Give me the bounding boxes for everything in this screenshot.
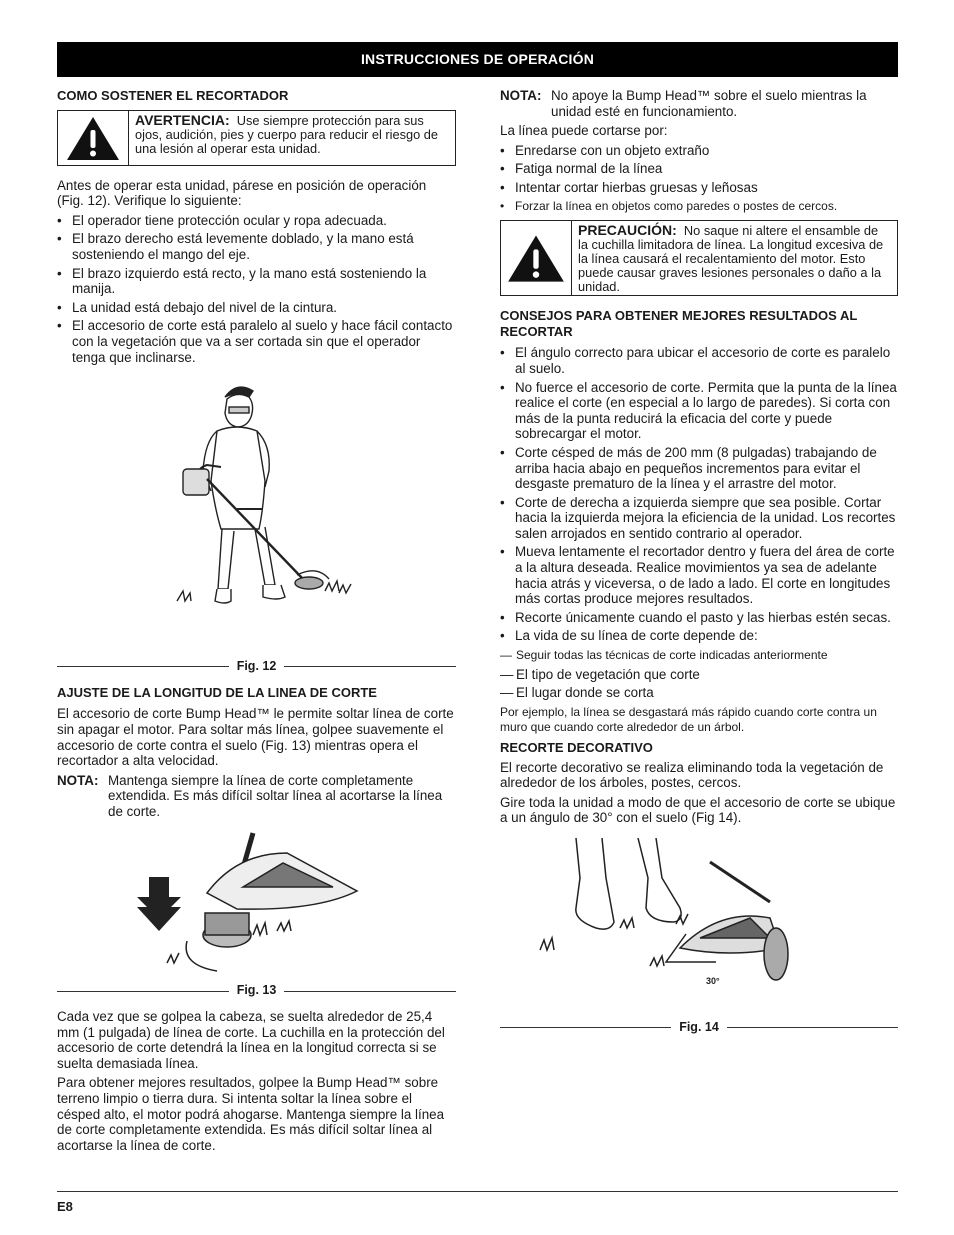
section-title-tips: CONSEJOS PARA OBTENER MEJORES RESULTADOS AL RECORTAR — [500, 308, 858, 339]
decorative-paragraph-2: Gire toda la unidad a modo de que el accesorio de corte se ubique a un ángulo de 30° con el suelo (Fig 14). — [500, 794, 896, 826]
line-cut-intro: La línea puede cortarse por: — [500, 123, 668, 139]
fig14-illustration — [500, 838, 898, 1020]
list-item: • Corte de derecha a izquierda siempre que sea posible. Cortar hacia la izquierda mejora la eficiencia de la unidad. Los recortes salen arrojados en sentido contrario al operador. — [500, 495, 898, 542]
left-column — [57, 88, 456, 1157]
note-block-left — [57, 773, 456, 820]
warning-box — [57, 110, 456, 166]
warning-text: Use siempre protección para sus ojos, audición, pies y cuerpo para reducir el riesgo de una lesión al operar esta unidad. — [135, 112, 439, 156]
section-header — [57, 42, 898, 77]
fig14-caption — [500, 1020, 898, 1036]
caution-text: No saque ni altere el ensamble de la cuchilla limitadora de línea. La longitud excesiva de la línea causará el recalentamiento del motor. Esto puede causar graves lesiones personales o daño a la unidad. — [578, 223, 884, 295]
warning-text-block — [129, 111, 455, 165]
line-length-paragraph: El accesorio de corte Bump Head™ le permite soltar línea de corte sin apagar el motor. Para soltar más línea, golpee suavemente el accesorio de corte contra el suelo (Fig. 13) mientras opera el recortador a alta velocidad. — [57, 706, 454, 769]
fig13-caption — [57, 983, 456, 999]
best-results-paragraph: Para obtener mejores resultados, golpee la Bump Head™ sobre terreno limpio o tierra dura. Si intenta soltar la línea sobre el césped alto, el motor podrá ahogarse. Mantenga siempre la línea de corte completamente extendida. Es más difícil soltar línea al acortarse la línea de corte. — [57, 1075, 445, 1153]
note-text: Mantenga siempre la línea de corte completamente extendida. Es más difícil soltar línea al acortarse la línea de corte. — [108, 772, 443, 819]
line-cut-list — [500, 143, 898, 214]
fig13-illustration — [57, 823, 456, 983]
caution-label: PRECAUCIÓN: — [578, 222, 677, 239]
section-header-title: INSTRUCCIONES DE OPERACIÓN — [360, 50, 595, 67]
page-number: E8 — [57, 1199, 73, 1214]
caution-box — [500, 220, 898, 296]
holding-checklist — [57, 213, 456, 365]
note-label: NOTA: — [57, 772, 99, 788]
section-title-decorative: RECORTE DECORATIVO — [500, 740, 653, 755]
list-item: • El ángulo correcto para ubicar el accesorio de corte es paralelo al suelo. — [500, 345, 898, 376]
footer-rule — [57, 1191, 898, 1192]
list-item: — Seguir todas las técnicas de corte indicadas anteriormente — [500, 648, 898, 664]
fig13-label: Fig. 13 — [236, 983, 277, 998]
list-item: • Recorte únicamente cuando el pasto y las hierbas estén secas. — [500, 610, 898, 626]
warning-triangle-icon — [58, 111, 129, 165]
caution-text-block — [572, 221, 897, 295]
decorative-paragraph-1: El recorte decorativo se realiza eliminando toda la vegetación de alrededor de los árboles, postes, cercos. — [500, 759, 884, 791]
list-item: • La unidad está debajo del nivel de la cintura. — [57, 300, 456, 316]
list-item: • El brazo izquierdo está recto, y la mano está sosteniendo la manija. — [57, 266, 456, 297]
list-item: • Corte césped de más de 200 mm (8 pulgadas) trabajando de arriba hacia abajo en pequeños incrementos para evitar el desgaste prematuro de la línea y el arrastre del motor. — [500, 445, 898, 492]
tips-list — [500, 345, 898, 644]
decorative-trim-drawing — [500, 838, 898, 1020]
list-item: • Intentar cortar hierbas gruesas y leñosas — [500, 180, 898, 196]
list-item: — El tipo de vegetación que corte — [500, 667, 898, 683]
angle-label: 30° — [706, 975, 720, 986]
list-item: • El accesorio de corte está paralelo al suelo y hace fácil contacto con la vegetación que va a ser cortada sin que el operador tenga que inclinarse. — [57, 318, 456, 365]
example-paragraph: Por ejemplo, la línea se desgastará más rápido cuando corte contra un muro que cuando corte alrededor de un árbol. — [500, 704, 877, 735]
bump-paragraph: Cada vez que se golpea la cabeza, se suelta alrededor de 25,4 mm (1 pulgada) de línea de corte. La cuchilla en la protección del accesorio de corte detendrá la línea en la longitud correcta si se suelta demasiada línea. — [57, 1009, 445, 1071]
list-item: • El brazo derecho está levemente doblado, y la mano está sosteniendo el mango del eje. — [57, 231, 456, 262]
section-title-holding: COMO SOSTENER EL RECORTADOR — [57, 88, 289, 103]
list-item: • La vida de su línea de corte depende de: — [500, 628, 898, 644]
fig12-label: Fig. 12 — [236, 659, 277, 674]
line-life-list — [500, 648, 898, 701]
bump-head-drawing — [57, 823, 456, 983]
caution-triangle-icon — [501, 221, 572, 295]
list-item: • Forzar la línea en objetos como paredes o postes de cercos. — [500, 199, 898, 215]
holding-intro: Antes de operar esta unidad, párese en posición de operación (Fig. 12). Verifique lo siguiente: — [57, 177, 427, 209]
list-item: • No fuerce el accesorio de corte. Permita que la punta de la línea realice el corte (en especial a lo largo de paredes). Si corta con más de la punta reducirá la eficacia del corte y puede sobrecargar el motor. — [500, 380, 898, 442]
fig12-illustration — [57, 369, 456, 659]
section-title-line-length: AJUSTE DE LA LONGITUD DE LA LINEA DE CORTE — [57, 684, 377, 700]
right-column — [500, 88, 898, 1046]
fig14-label: Fig. 14 — [679, 1019, 719, 1034]
note-label: NOTA: — [500, 88, 542, 103]
list-item: • Fatiga normal de la línea — [500, 161, 898, 177]
fig12-caption — [57, 659, 456, 675]
list-item: • Mueva lentamente el recortador dentro y fuera del área de corte a la altura deseada. Realice movimientos ya sea de adelante hacia atrás y viceversa, o de lado a lado. El corte en longitudes más cortas produce mejores resultados. — [500, 544, 898, 606]
note-block-right — [500, 88, 898, 119]
operator-trimmer-drawing — [57, 369, 456, 659]
list-item: • El operador tiene protección ocular y ropa adecuada. — [57, 213, 456, 229]
warning-label: AVERTENCIA: — [135, 111, 230, 128]
list-item: — El lugar donde se corta — [500, 685, 898, 701]
list-item: • Enredarse con un objeto extraño — [500, 143, 898, 159]
note-text: No apoye la Bump Head™ sobre el suelo mientras la unidad esté en funcionamiento. — [551, 88, 867, 119]
